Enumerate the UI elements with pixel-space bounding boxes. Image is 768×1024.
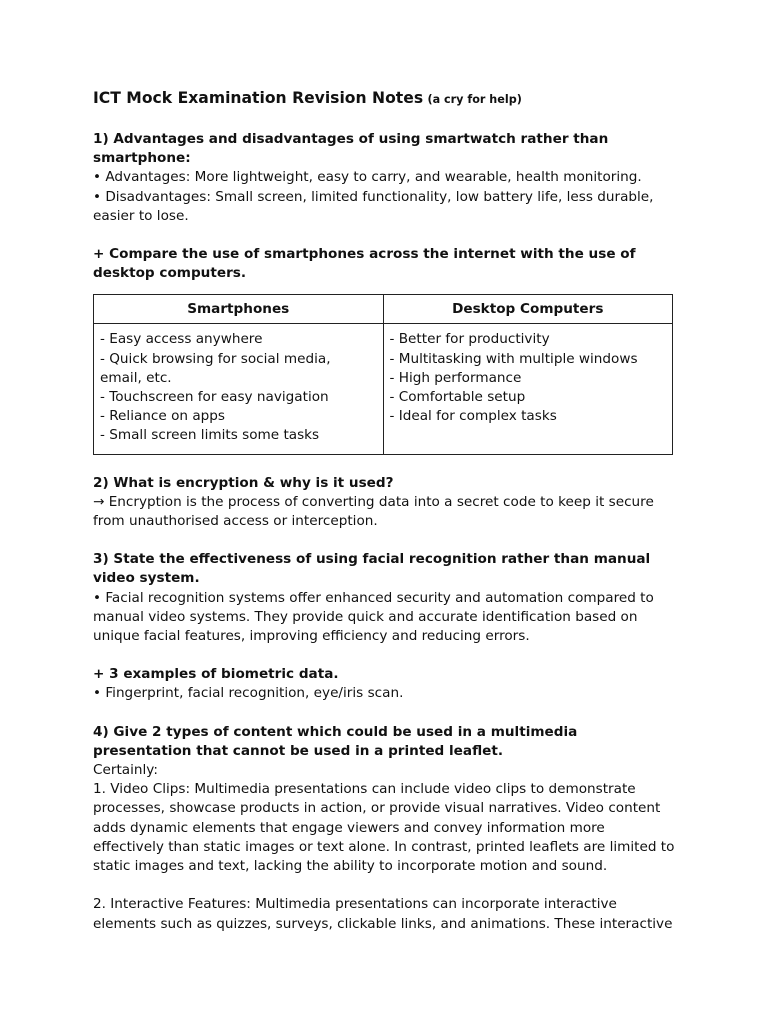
document-header [93, 86, 676, 112]
question-2: 2) What is encryption & why is it used? [93, 474, 394, 491]
column-header-desktop: Desktop Computers [383, 295, 673, 324]
section-multimedia [93, 723, 676, 877]
document-subtitle: (a cry for help) [427, 93, 522, 106]
list-item: - Quick browsing for social media, email, etc. [100, 350, 331, 386]
section-facial-recognition [93, 550, 676, 646]
list-item: - Small screen limits some tasks [100, 427, 320, 444]
table-header-row [94, 295, 673, 324]
smartphones-cell [94, 324, 384, 454]
column-header-smartphones: Smartphones [94, 295, 384, 324]
section-biometric [93, 665, 676, 703]
answer-3: • Facial recognition systems offer enhanced security and automation compared to manual video systems. They provide quick and accurate identification based on unique facial features, improving efficiency and reducing errors. [93, 589, 654, 645]
question-3: 3) State the effectiveness of using facial recognition rather than manual video system. [93, 551, 651, 587]
question-compare: + Compare the use of smartphones across the internet with the use of desktop computers. [93, 246, 636, 282]
section-compare [93, 245, 676, 455]
answer-2: → Encryption is the process of converting data into a secret code to keep it secure from unauthorised access or interception. [93, 493, 654, 530]
answer-4-point-1: 1. Video Clips: Multimedia presentations can include video clips to demonstrate processes, showcase products in action, or provide visual narratives. Video content adds dynamic elements that engage viewers and convey information more effectively than static images or text alone. In contrast, printed leaflets are limited to static images and text, lacking the ability to incorporate motion and sound. [93, 781, 675, 875]
desktop-cell [383, 324, 673, 454]
list-item: - Touchscreen for easy navigation [100, 389, 329, 406]
section-encryption [93, 474, 676, 532]
comparison-table [93, 294, 673, 454]
list-item: - Reliance on apps [100, 408, 226, 425]
answer-biometric: • Fingerprint, facial recognition, eye/iris scan. [93, 685, 404, 702]
list-item: - High performance [389, 369, 522, 386]
answer-disadvantages: • Disadvantages: Small screen, limited functionality, low battery life, less durable, easier to lose. [93, 188, 654, 224]
list-item: - Multitasking with multiple windows [389, 350, 638, 367]
question-1: 1) Advantages and disadvantages of using smartwatch rather than smartphone: [93, 131, 609, 167]
list-item: - Better for productivity [389, 331, 550, 348]
section-smartwatch [93, 130, 676, 226]
section-multimedia-continued [93, 895, 676, 933]
answer-4-intro: Certainly: [93, 762, 158, 779]
list-item: - Ideal for complex tasks [389, 408, 557, 425]
list-item: - Comfortable setup [389, 389, 526, 406]
answer-4-point-2: 2. Interactive Features: Multimedia presentations can incorporate interactive elements such as quizzes, surveys, clickable links, and animations. These interactive [93, 896, 673, 932]
list-item: - Easy access anywhere [100, 331, 263, 348]
answer-advantages: • Advantages: More lightweight, easy to carry, and wearable, health monitoring. [93, 169, 642, 186]
question-4: 4) Give 2 types of content which could be used in a multimedia presentation that cannot be used in a printed leaflet. [93, 723, 578, 759]
table-row [94, 324, 673, 454]
document-title: ICT Mock Examination Revision Notes [93, 89, 424, 107]
question-biometric: + 3 examples of biometric data. [93, 666, 339, 683]
